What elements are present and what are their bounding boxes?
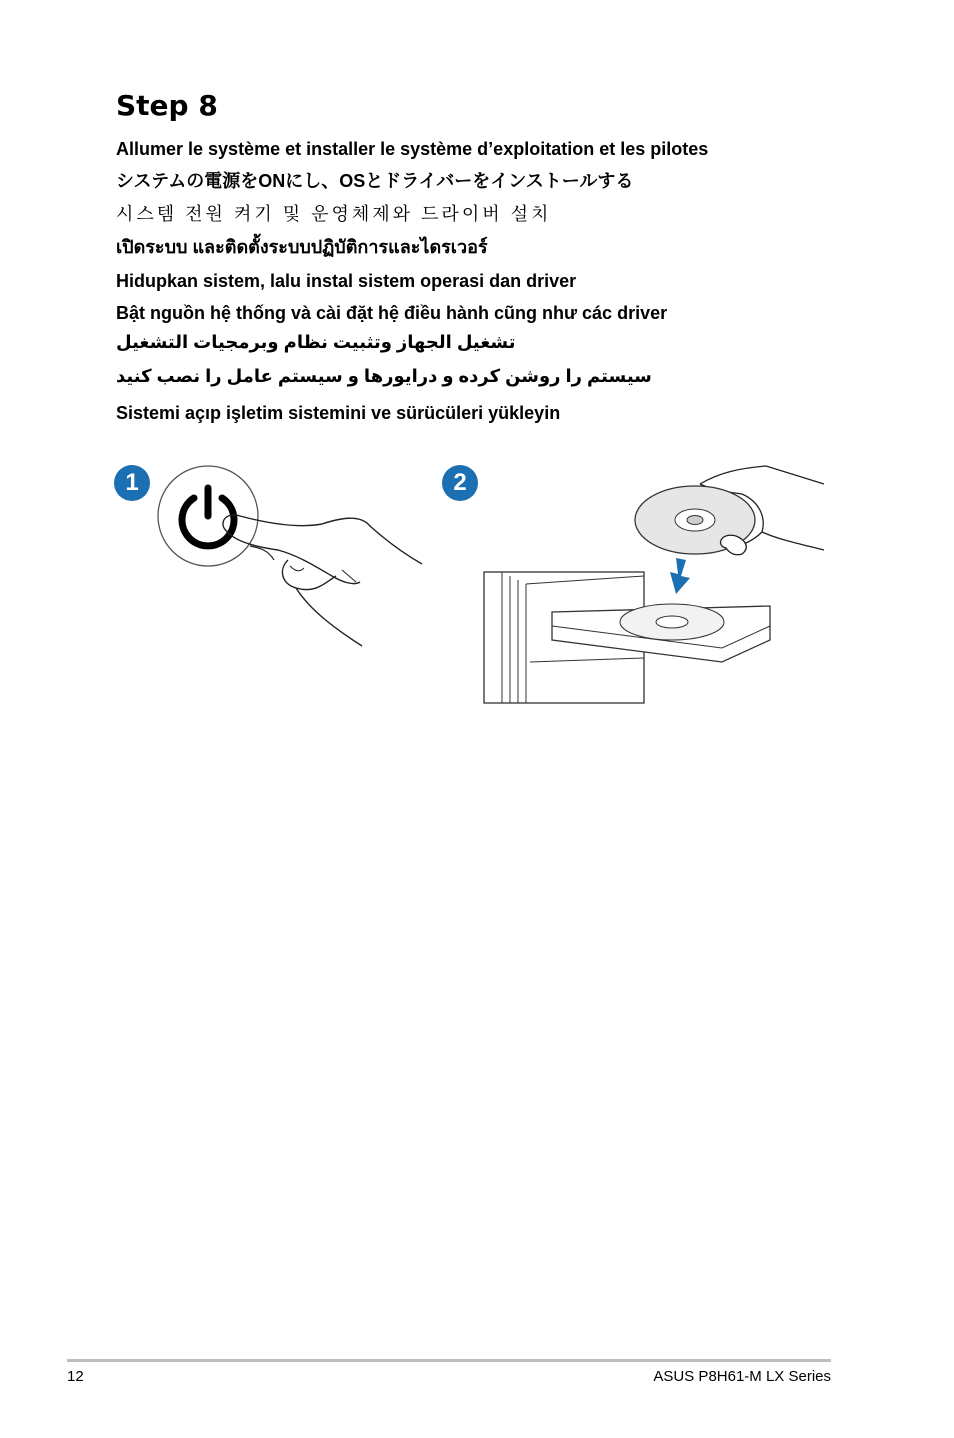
instruction-persian: سیستم را روشن کرده و درایورها و سیستم عامل را نصب کنید (116, 366, 652, 386)
instruction-thai: เปิดระบบ และติดตั้งระบบปฏิบัติการและไดรเวอร์ (116, 237, 488, 257)
instruction-indonesian: Hidupkan sistem, lalu instal sistem operasi dan driver (116, 271, 577, 291)
step-badge-two: 2 (442, 465, 478, 501)
instruction-japanese: システムの電源をONにし、OSとドライバーをインストールする (116, 171, 634, 191)
instruction-french: Allumer le système et installer le système d’exploitation et les pilotes (116, 139, 709, 159)
optical-drive-illustration (480, 462, 830, 712)
step-title: Step 8 (116, 89, 218, 122)
product-name: ASUS P8H61-M LX Series (653, 1368, 831, 1385)
power-button-illustration (150, 460, 440, 665)
disc-icon (480, 462, 830, 707)
step-badge-one: 1 (114, 465, 150, 501)
instruction-korean: 시스템 전원 켜기 및 운영체제와 드라이버 설치 (116, 204, 552, 224)
footer-rule (67, 1359, 831, 1362)
instruction-arabic: تشغيل الجهاز وتثبيت نظام وبرمجيات التشغيل (116, 332, 516, 352)
power-icon (150, 460, 440, 660)
instruction-vietnamese: Bật nguồn hệ thống và cài đặt hệ điều hành cũng như các driver (116, 303, 668, 323)
instruction-turkish: Sistemi açıp işletim sistemini ve sürücüleri yükleyin (116, 403, 561, 423)
page-number: 12 (67, 1368, 84, 1385)
